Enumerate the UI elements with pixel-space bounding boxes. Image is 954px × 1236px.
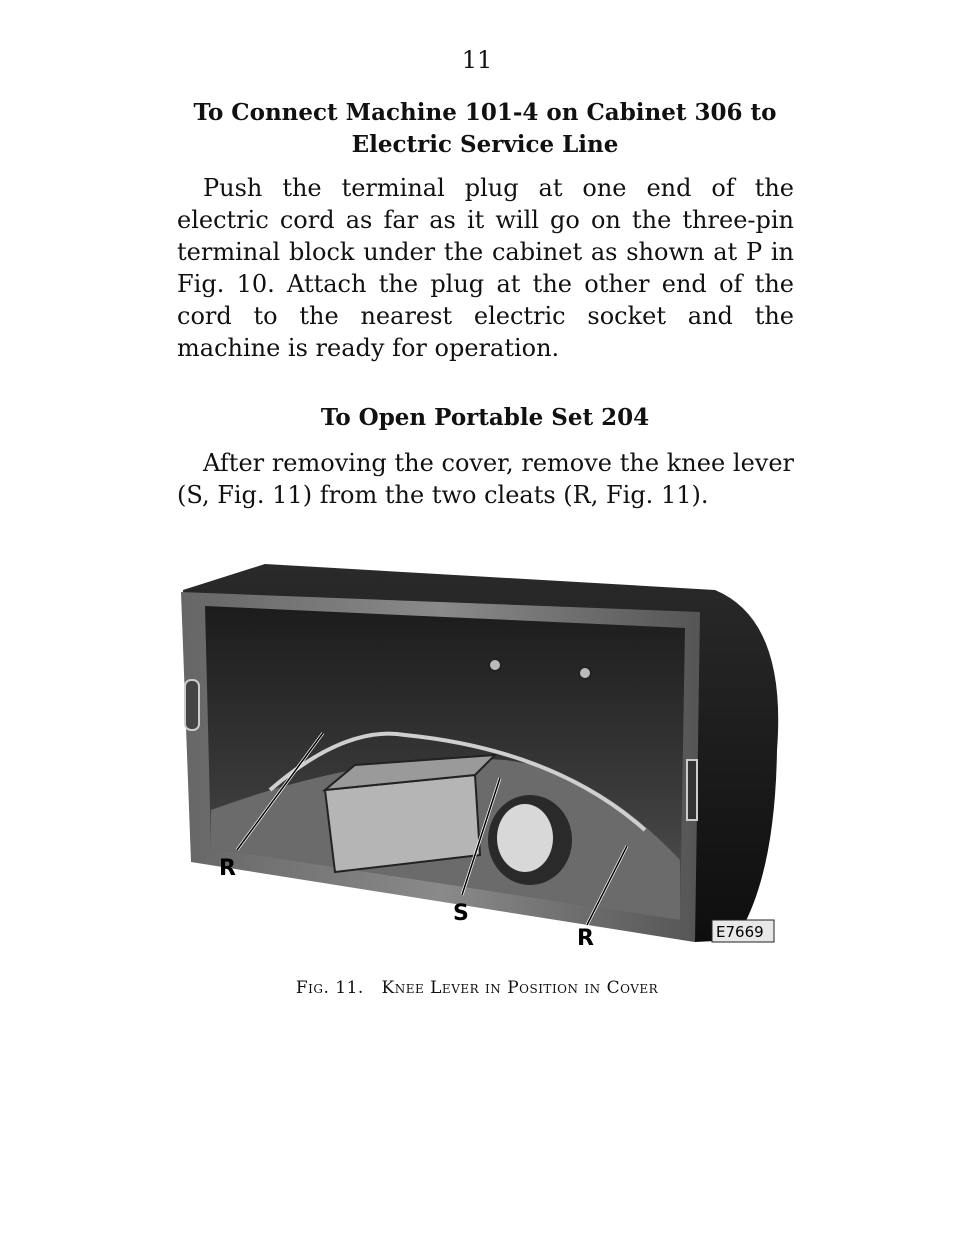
heading-line-2: Electric Service Line [351,131,619,158]
plate-code: E7669 [716,923,764,941]
paragraph-connect-text: Push the terminal plug at one end of the electric cord as far as it will go on the three-pin terminal block under the cabinet as shown at P in Fig. 10. Attach the plug at the other end of the cord to the nearest electric socket and the machine is ready for operation. [177,174,794,362]
figure-11 [175,560,785,955]
section-heading-open: To Open Portable Set 204 [320,404,650,431]
figure-caption [0,978,954,998]
caption-text: Knee Lever in Position in Cover [381,978,659,998]
label-r-left: R [219,856,236,881]
paragraph-connect [177,172,794,364]
caption-fig-number: Fig. 11. [295,978,364,998]
section-heading-connect [150,97,820,161]
page-number: 11 [461,46,493,74]
paragraph-open [177,447,794,511]
label-s: S [453,901,469,926]
heading-line-1: To Connect Machine 101-4 on Cabinet 306 to [193,99,777,126]
figure-11-illustration [175,560,785,955]
paragraph-open-text: After removing the cover, remove the knee lever (S, Fig. 11) from the two cleats (R, Fig. 11). [177,449,794,509]
label-r-right: R [577,926,594,951]
